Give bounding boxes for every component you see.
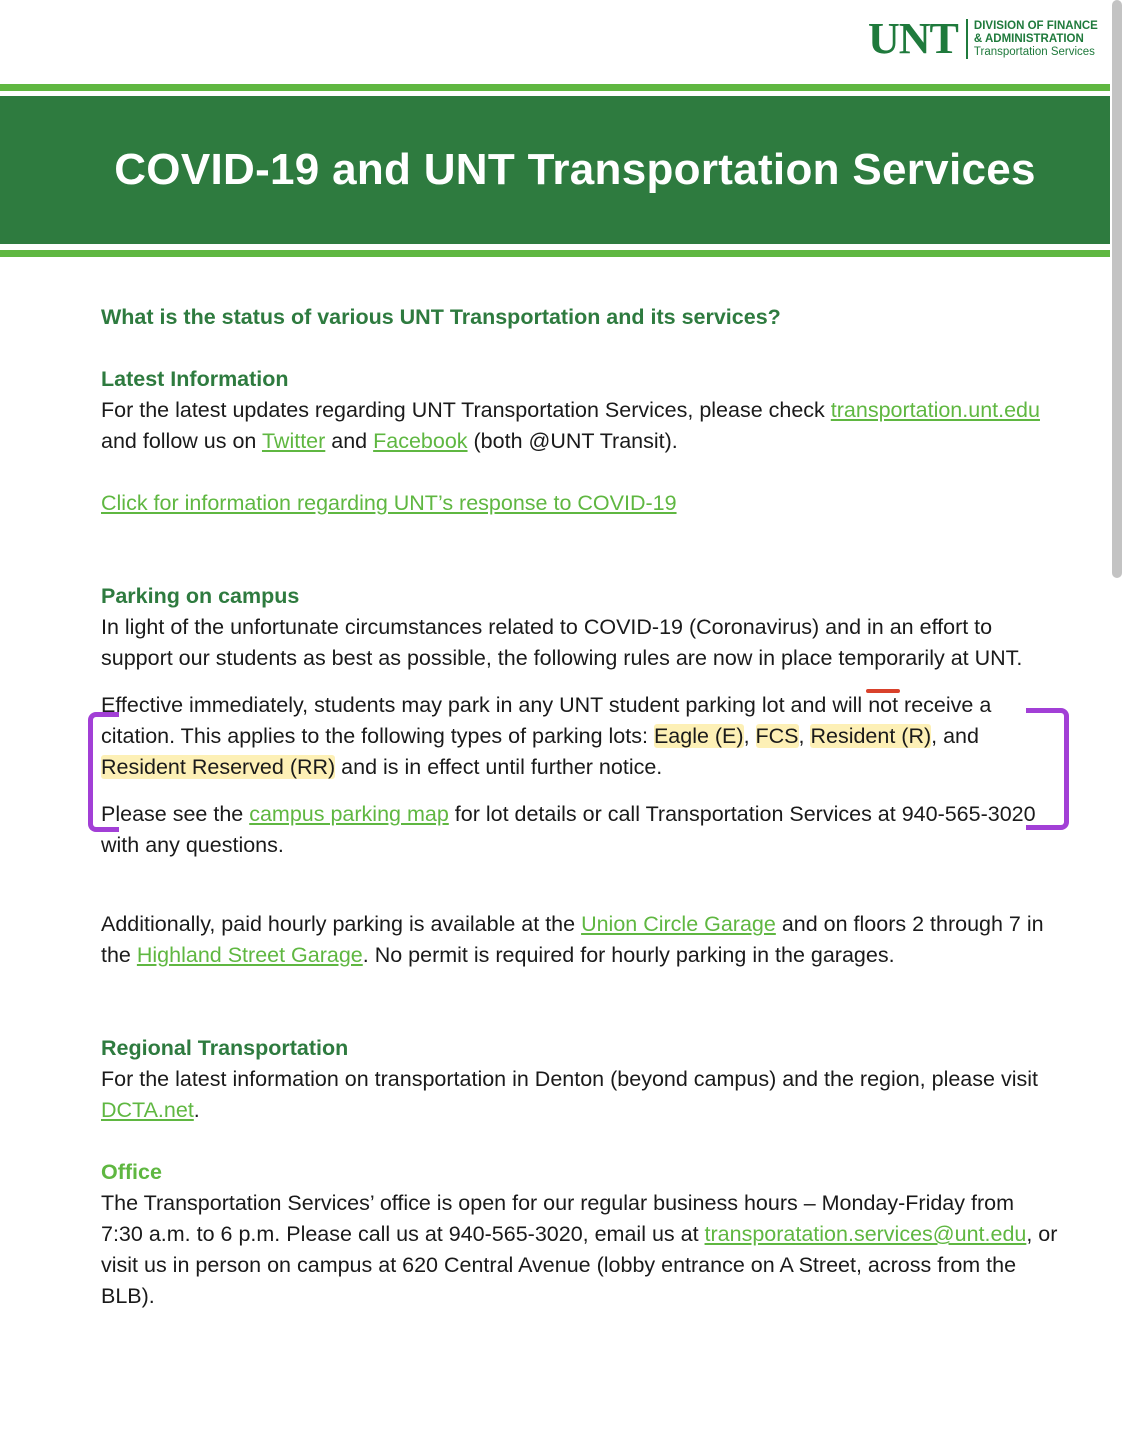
latest-text-4: (both @UNT Transit). — [467, 429, 678, 453]
logo-divider — [966, 19, 968, 59]
scrollbar-thumb[interactable] — [1112, 0, 1122, 578]
facebook-link[interactable]: Facebook — [373, 429, 468, 453]
faq-question: What is the status of various UNT Transportation and its services? — [101, 305, 781, 329]
page-title: COVID-19 and UNT Transportation Services — [114, 145, 1036, 194]
rule-text-a: Effective immediately, students may park in any UNT student parking lot and will — [101, 693, 869, 717]
transportation-site-link[interactable]: transportation.unt.edu — [830, 398, 1040, 422]
dcta-link[interactable]: DCTA.net — [101, 1098, 194, 1122]
twitter-link[interactable]: Twitter — [261, 429, 326, 453]
lot-eagle: Eagle (E) — [653, 724, 744, 748]
union-circle-garage-link[interactable]: Union Circle Garage — [581, 912, 776, 936]
rule-text-c: and is in effect until further notice. — [335, 755, 663, 779]
regional-heading: Regional Transportation — [101, 1036, 349, 1060]
hourly-parking-paragraph — [101, 909, 1061, 971]
office-heading: Office — [101, 1160, 162, 1184]
parking-map-paragraph — [101, 799, 1061, 861]
latest-info-paragraph — [101, 395, 1061, 457]
logo-text — [974, 20, 1098, 59]
right-bracket-annotation — [1026, 708, 1069, 830]
latest-info-heading: Latest Information — [101, 367, 289, 391]
hourly-text-c: . No permit is required for hourly parking in the garages. — [362, 943, 895, 967]
not-underline-annotation: not — [868, 693, 899, 717]
latest-text-2: and follow us on — [101, 429, 262, 453]
header-top-rule — [0, 84, 1110, 91]
office-text-b: , or visit us in person on campus at 620 Central Avenue (lobby entrance on A Street, across from the BLB). — [101, 1222, 1058, 1308]
unt-logo — [868, 14, 1125, 64]
regional-text-b: . — [193, 1098, 200, 1122]
logo-line-2: & ADMINISTRATION — [973, 32, 1084, 45]
parking-heading: Parking on campus — [101, 584, 300, 608]
lot-fcs: FCS — [755, 724, 799, 748]
latest-text-1: For the latest updates regarding UNT Transportation Services, please check — [101, 398, 825, 422]
document-body — [101, 302, 1061, 1312]
lot-resident: Resident (R) — [810, 724, 932, 748]
latest-text-3: and — [325, 429, 374, 453]
logo-line-3: Transportation Services — [973, 45, 1095, 58]
header-bottom-rule — [0, 250, 1110, 257]
office-paragraph — [101, 1188, 1061, 1312]
hourly-text-b: and on floors 2 through 7 in the — [101, 912, 1044, 967]
parking-rule — [101, 690, 1061, 783]
hourly-text-a: Additionally, paid hourly parking is available at the — [101, 912, 582, 936]
lot-separator-1: , — [743, 724, 756, 748]
parking-intro: In light of the unfortunate circumstances related to COVID-19 (Coronavirus) and in an effort to support our students as best as possible, the following rules are now in place temporarily at UNT. — [101, 615, 1023, 670]
logo-mark: UNT — [868, 14, 958, 63]
lot-separator-3: , and — [931, 724, 979, 748]
rule-text-b: receive a citation. This applies to the following types of parking lots: — [101, 693, 992, 748]
see-text-b: for lot details or call Transportation Services at 940-565-3020 with any questions. — [101, 802, 1036, 857]
campus-parking-map-link[interactable]: campus parking map — [249, 802, 449, 826]
highland-street-garage-link[interactable]: Highland Street Garage — [136, 943, 363, 967]
regional-text-a: For the latest information on transportation in Denton (beyond campus) and the region, please visit — [101, 1067, 1038, 1091]
email-link[interactable]: transporatation.services@unt.edu — [704, 1222, 1027, 1246]
see-text-a: Please see the — [101, 802, 250, 826]
lot-separator-2: , — [798, 724, 811, 748]
logo-line-1: DIVISION OF FINANCE — [973, 19, 1098, 32]
covid-response-link[interactable]: Click for information regarding UNT’s response to COVID-19 — [101, 491, 677, 515]
regional-paragraph — [101, 1064, 1061, 1126]
left-bracket-annotation — [88, 712, 119, 832]
lot-resident-reserved: Resident Reserved (RR) — [101, 755, 336, 779]
office-text-a: The Transportation Services’ office is open for our regular business hours – Monday-Friday from 7:30 a.m. to 6 p.m. Please call us at 940-565-3020, email us at — [101, 1191, 1014, 1246]
